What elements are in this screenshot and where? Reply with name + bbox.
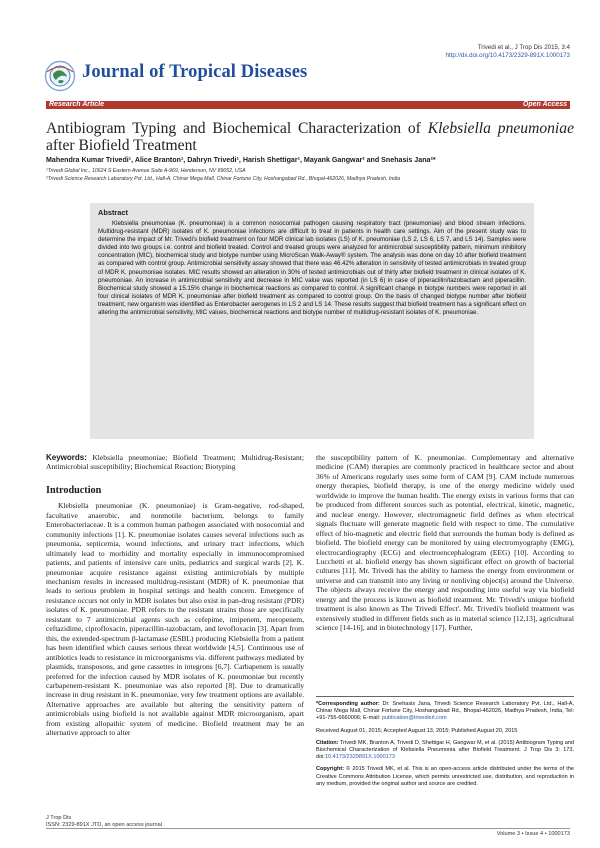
intro-paragraph-left: Klebsiella pneumoniae (K. pneumoniae) is Gram-negative, rod-shaped, facultative anaerobic, and nonmotile bacterium, belongs to family Enterobacteriaceae. It is a common human pathogen associated with nosocomial and community infections [1]. K. pneumoniae isolates causes several infections such as pneumonia, septicemia, wound infections, and urinary tract infections, which ultimately lead to morbidity and mortality especially in immunocompromised patients, and patients of intensive care units, pediatrics and surgical wards [2]. K. pneumoniae acquire resistance against existing antimicrobials by multiple mechanism results in increased multidrug-resistant (MDR) of K. pneumoniae that leads to serious problem in hospital settings and health concern. Emergence of resistance occurs not only in MDR isolates but also exist in pan-drug resistant (PDR) isolates of K. pneumoniae. PDR refers to the resistant strains those are specifically resistant to 7 antimicrobial agents such as cefepime, imipenem, meropenem, ceftazidime, ciprofloxacin, piperacillin-tazobactam, and levofloxacin [3]. Apart from this, the extended-spectrum β-lactamase (ESBL) producing Klebsiella from a patient has been identified which causes serious threat worldwide [4,5]. Continuous use of antibiotics leads to resistance in microorganisms via. different pathways mediated by plasmids, transposons, and gene cassettes in integrons [6,7]. Carbapenem is usually preferred for the infection caused by MDR isolates of K. pneumoniae but recently carbapenem-resistant K. pneumoniae was also reported [8]. Due to dramatically increase in drug resistant in K. pneumoniae, very few treatment options are available. Alternative approaches are available but altering the sensitivity pattern of antimicrobials using biofield is not available against MDR microorganism, apart from existing allopathic system of medicine. Biofield treatment may be an alternative approach to alter (46, 501, 304, 738)
copyright-note: Copyright: © 2015 Trivedi MK, et al. This is an open-access article distributed under the terms of the Creative Commons Attribution License, which permits unrestricted use, distribution, and reproduction in any medium, provided the original author and source are credited. (316, 766, 574, 787)
footer-journal: J Trop Dis (46, 815, 72, 821)
footer-issn: ISSN: 2329-891X JTD, an open access journal (46, 822, 162, 829)
introduction-heading: Introduction (46, 484, 102, 496)
affiliation-1: ¹Trivedi Global Inc., 10624 S Eastern Avenue Suite A-969, Henderson, NV 89052, USA (46, 168, 246, 174)
correspondence-block (316, 696, 574, 793)
footer-volume: Volume 3 • Issue 4 • 1000173 (496, 831, 570, 837)
citation-note: Citation: Trivedi MK, Branton A, Trivedi D, Shettigar H, Gangwar M, et al. (2015) Antibiogram Typing and Biochemical Characterization of Klebsiella Pneumonia after Biofield Treatment. J Trop Dis 3: 173. doi:10.4173/2329891X.1000173 (316, 739, 574, 761)
article-type-bar (46, 101, 570, 109)
correspondence-divider (316, 696, 574, 697)
abstract-text: Klebsiella pneumoniae (K. pneumoniae) is a common nosocomial pathogen causing respiratory tract (pneumoniae) and blood stream infections. Multidrug-resistant (MDR) isolates of K. pneumoniae infections are difficult to treat in patients in health care settings. Aim of the present study was to determine the impact of Mr. Trivedi's biofield treatment on four MDR clinical lab isolates (LS) of K. pneumoniae (LS 2, LS 6, LS 7, and LS 14). Samples were divided into two groups i.e. control and biofield treated. Control and treated groups were analyzed for antimicrobial susceptibility pattern, minimum inhibitory concentration (MIC), biochemical study and biotype number using MicroScan Walk-Away® system. The analysis was done on day 10 after biofield treatment as compared with control group. Antimicrobial sensitivity assay showed that there was 46.42% alteration in sensitivity of tested antimicrobials in treated group of MDR K. pneumoniae isolates. MIC results showed an alteration in 30% of tested antimicrobials out of thirty after biofield treatment in clinical isolates of K. pneumoniae. An increase in antimicrobial sensitivity and decrease in MIC value was reported (in LS 6) in case of piperacillin/tazobactam and piperacillin. Biochemical study showed a 15.15% change in biochemical reactions as compared to control. A significant change in biotype numbers were reported in all four clinical isolates of MDR K. pneumoniae after biofield treatment as compared to control group. On the basis of changed biotype number after biofield treatment, new organism was identified as Enterobacter aerogenes in LS 2 and LS 14. These results suggest that biofield treatment has a significant effect on altering the antimicrobial sensitivity, MIC values, biochemical reactions and biotype number of multidrug-resistant isolates of K. pneumoniae. (98, 220, 526, 317)
journal-name: Journal of Tropical Diseases (82, 62, 308, 82)
open-access-label: Open Access (522, 101, 567, 108)
journal-logo-icon (44, 60, 76, 92)
abstract-heading: Abstract (98, 208, 128, 217)
right-column (316, 453, 574, 633)
left-column (46, 453, 304, 738)
intro-paragraph-right: the susceptibility pattern of K. pneumoniae. Complementary and alternative medicine (CAM) therapies are commonly practiced in healthcare sector and about 36% of Americans regularly uses some form of CAM [9]. CAM include numerous energy therapies, biofield therapy, is one of the energy medicine widely used worldwide to improve the human health. The energy exists in various forms that can be produced from different sources such as potential, electrical, kinetic, magnetic, and nuclear energy. However, electromagnetic field defines as when electrical signals fluctuate will generate magnetic field with respect to time. The cumulative effect of bio-magnetic and electric field that surrounds the human body is defined as biofield. The biofield energy can be monitored by using electromyography (EMG), electrocardiography (ECG) and electroencephalogram (EEG) [10]. According to Lucchetti et al. biofield energy has shown significant effect on growth of bacterial cultures [11]. Mr. Trivedi has the ability to harness the energy from environment or universe and can transmit into any living or nonliving object(s) around the Universe. The objects always receive the energy and responding into useful way via biofield energy and the process is known as biofield treatment. Mr. Trivedi's unique biofield treatment is also known as The Trivedi Effect'. Mr. Trivedi's biofield treatment was extensively studied in different fields such as in material science [12,13], agricultural science [14-16], and in biotechnology [17]. Further, (316, 453, 574, 633)
affiliation-2: ²Trivedi Science Research Laboratory Pvt. Ltd., Hall-A, Chinar Mega Mall, Chinar Fortune City, Hoshangabad Rd., Bhopal-462026, Madhya Pradesh, India (46, 176, 401, 182)
email-link[interactable]: publication@trivedisrl.com (381, 715, 447, 722)
header-doi-link[interactable]: http://dx.doi.org/10.4173/2329-891X.1000173 (445, 52, 570, 59)
research-article-label: Research Article (49, 101, 104, 108)
footer-divider (46, 828, 570, 829)
header-citation (445, 44, 570, 60)
article-dates: Received August 01, 2015; Accepted August 13, 2015; Published August 20, 2015 (316, 727, 518, 734)
citation-doi-link[interactable]: 10.4173/2329891X.1000173 (324, 754, 395, 761)
corresponding-author: *Corresponding author: Dr. Snehasis Jana, Trivedi Science Research Laboratory Pvt. Ltd., Hall-A, Chinar Mega Mall, Chinar Fortune City, Hoshangabad Rd., Bhopal-462026, Madhya Pradesh, India, Tel: +91-755-6660006; E-mail: publication@trivedisrl.com (316, 701, 574, 722)
author-list: Mahendra Kumar Trivedi¹, Alice Branton¹, Dahryn Trivedi¹, Harish Shettigar¹, Mayank Gangwar² and Snehasis Jana²* (46, 156, 436, 164)
keywords: Keywords: Klebsiella pneumoniae; Biofield Treatment; Multidrug-Resistant; Antimicrobial susceptibility; Biochemical Reaction; Biotyping (46, 453, 304, 472)
article-title: Antibiogram Typing and Biochemical Characterization of Klebsiella pneumoniae after Biofield Treatment (46, 120, 574, 154)
abstract-box (90, 203, 534, 439)
header-citation-text: Trivedi et al., J Trop Dis 2015, 3:4 (477, 44, 570, 51)
